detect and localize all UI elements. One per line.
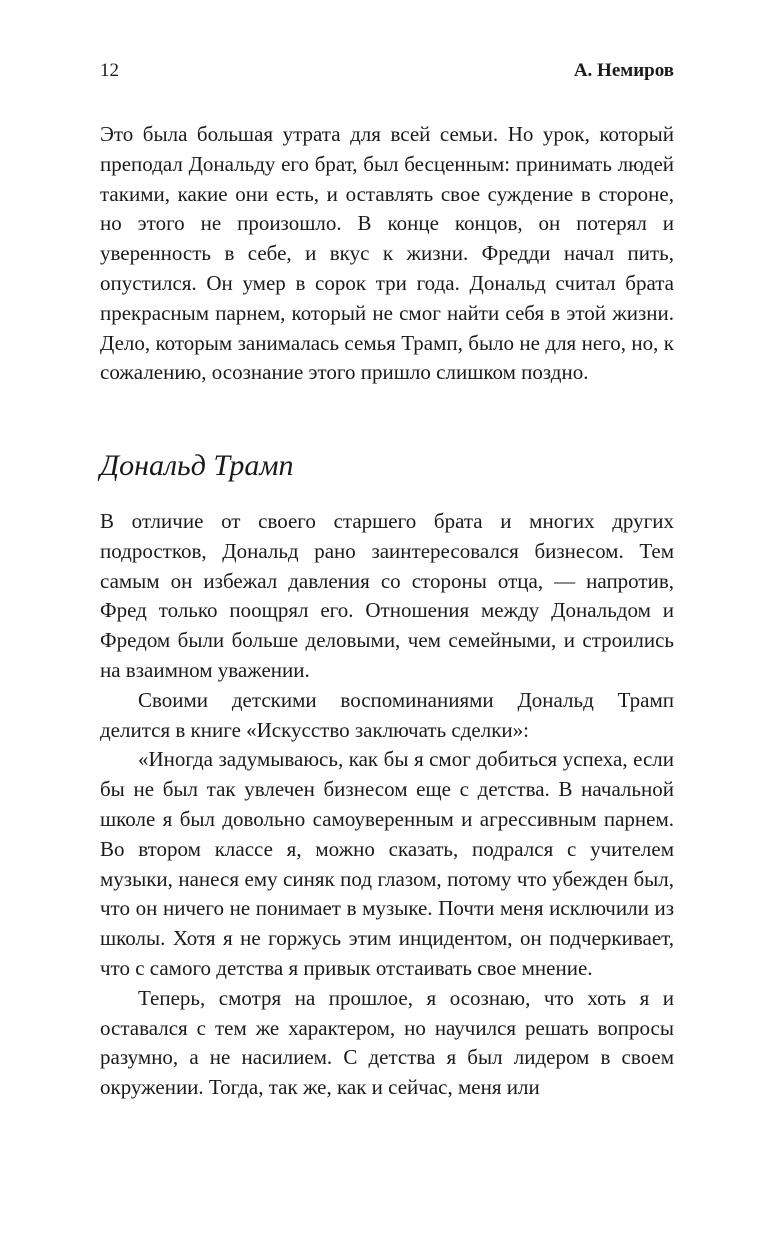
quote-paragraph: Теперь, смотря на прошлое, я осознаю, что хоть я и оставался с тем же характером, но научился решать вопросы разумно, а не насилием. С детства я был лидером в своем окружении. Тогда, так же, как и сейчас, меня или: [100, 985, 674, 1100]
text-block-after-heading: [100, 507, 674, 1103]
section-title: Дональд Трамп: [100, 449, 294, 482]
text-block-before-heading: [100, 120, 674, 388]
page-header: [100, 58, 674, 84]
paragraph: Своими детскими воспоминаниями Дональд Трамп делится в книге «Искусство заключать сделки»:: [100, 687, 674, 742]
page-number: 12: [100, 60, 119, 81]
quote-paragraph: «Иногда задумываюсь, как бы я смог добиться успеха, если бы не был так увлечен бизнесом еще с детства. В начальной школе я был довольно самоуверенным и агрессивным парнем. Во втором классе я, можно сказать, подрался с учителем музыки, нанеся ему синяк под глазом, потому что убежден был, что он ничего не понимает в музыке. Почти меня исключили из школы. Хотя я не горжусь этим инцидентом, он подчеркивает, что с самого детства я привык отстаивать свое мнение.: [100, 747, 674, 980]
running-head-author: А. Немиров: [573, 60, 674, 81]
paragraph: В отличие от своего старшего брата и многих других подростков, Дональд рано заинтересовался бизнесом. Тем самым он избежал давления со стороны отца, — напротив, Фред только поощрял его. Отношения между Дональдом и Фредом были больше деловыми, чем семейными, и строились на взаимном уважении.: [100, 509, 674, 682]
paragraph: Это была большая утрата для всей семьи. Но урок, который преподал Дональду его брат, был бесценным: принимать людей такими, какие они есть, и оставлять свое суждение в стороне, но этого не произошло. В конце концов, он потерял и уверенность в себе, и вкус к жизни. Фредди начал пить, опустился. Он умер в сорок три года. Дональд считал брата прекрасным парнем, который не смог найти себя в этой жизни. Дело, которым занималась семья Трамп, было не для него, но, к сожалению, осознание этого пришло слишком поздно.: [100, 122, 674, 385]
